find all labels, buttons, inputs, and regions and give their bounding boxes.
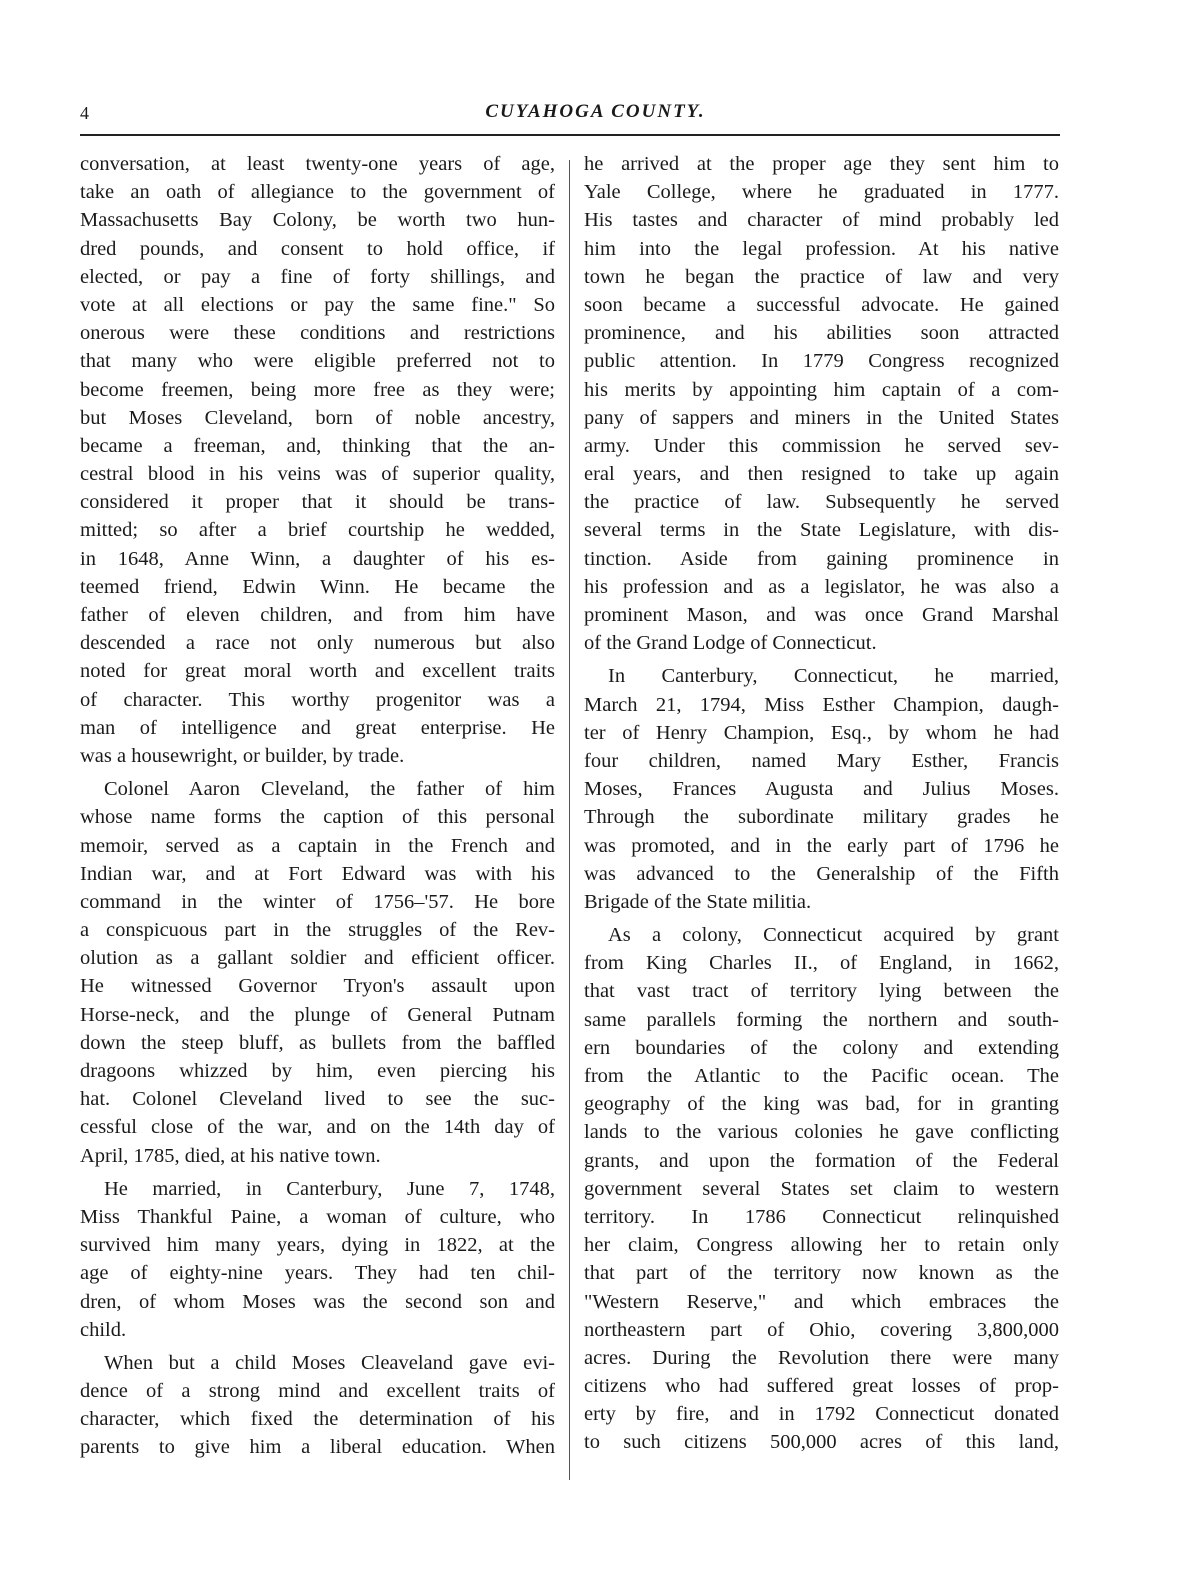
text-line: take an oath of allegiance to the government of bbox=[80, 181, 555, 204]
text-column-left bbox=[80, 150, 555, 1467]
text-line: that vast tract of territory lying between the bbox=[584, 980, 1059, 1003]
text-line: Moses, Frances Augusta and Julius Moses. bbox=[584, 778, 1059, 801]
text-line: elected, or pay a fine of forty shillings, and bbox=[80, 265, 555, 288]
text-line: age of eighty-nine years. They had ten chil- bbox=[80, 1262, 555, 1285]
text-line: became a freeman, and, thinking that the an- bbox=[80, 434, 555, 457]
text-line: Through the subordinate military grades he bbox=[584, 806, 1059, 829]
text-line: Massachusetts Bay Colony, be worth two hun- bbox=[80, 209, 555, 232]
text-line: memoir, served as a captain in the French and bbox=[80, 834, 555, 857]
text-line: citizens who had suffered great losses of prop- bbox=[584, 1375, 1059, 1398]
text-line: prominent Mason, and was once Grand Marshal bbox=[584, 604, 1059, 626]
text-line: soon became a successful advocate. He gained bbox=[584, 293, 1059, 316]
text-line: eral years, and then resigned to take up again bbox=[584, 463, 1059, 486]
text-line: Colonel Aaron Cleveland, the father of him bbox=[104, 778, 555, 801]
running-title: CUYAHOGA COUNTY. bbox=[485, 101, 706, 122]
text-line: considered it proper that it should be trans- bbox=[80, 491, 555, 514]
text-line: that part of the territory now known as the bbox=[584, 1262, 1059, 1285]
text-line: him into the legal profession. At his native bbox=[584, 237, 1059, 260]
paragraph bbox=[80, 1349, 555, 1462]
paragraph bbox=[80, 1175, 555, 1344]
paragraph bbox=[584, 150, 1059, 657]
text-line: ern boundaries of the colony and extending bbox=[584, 1036, 1059, 1059]
text-line: territory. In 1786 Connecticut relinquished bbox=[584, 1205, 1059, 1228]
text-line: geography of the king was bad, for in granting bbox=[584, 1093, 1059, 1116]
text-line: become freemen, being more free as they were; bbox=[80, 378, 555, 401]
text-line: Brigade of the State militia. bbox=[584, 890, 812, 913]
text-line: grants, and upon the formation of the Federal bbox=[584, 1149, 1059, 1172]
text-line: government several States set claim to western bbox=[584, 1177, 1059, 1200]
text-line: of the Grand Lodge of Connecticut. bbox=[584, 632, 877, 655]
text-line: March 21, 1794, Miss Esther Champion, daugh- bbox=[584, 693, 1059, 716]
text-line: was promoted, and in the early part of 1796 he bbox=[584, 834, 1059, 857]
text-line: in 1648, Anne Winn, a daughter of his es- bbox=[80, 547, 555, 570]
text-line: army. Under this commission he served sev- bbox=[584, 434, 1059, 457]
paragraph bbox=[80, 150, 555, 770]
paragraph bbox=[584, 921, 1059, 1457]
text-line: several terms in the State Legislature, with dis- bbox=[584, 519, 1059, 542]
text-line: that many who were eligible preferred not to bbox=[80, 350, 555, 373]
text-line: Yale College, where he graduated in 1777. bbox=[584, 181, 1059, 204]
text-line: her claim, Congress allowing her to retain only bbox=[584, 1234, 1059, 1257]
text-line: town he began the practice of law and very bbox=[584, 265, 1059, 288]
text-line: northeastern part of Ohio, covering 3,800,000 bbox=[584, 1318, 1059, 1341]
text-line: dren, of whom Moses was the second son and bbox=[80, 1290, 555, 1313]
text-line: was a housewright, or builder, by trade. bbox=[80, 744, 405, 767]
text-line: he arrived at the proper age they sent him to bbox=[584, 153, 1059, 175]
header-rule bbox=[80, 134, 1060, 136]
text-line: conversation, at least twenty-one years of age, bbox=[80, 153, 555, 175]
text-line: noted for great moral worth and excellent traits bbox=[80, 660, 555, 683]
text-line: child. bbox=[80, 1318, 127, 1341]
text-line: erty by fire, and in 1792 Connecticut donated bbox=[584, 1403, 1059, 1426]
text-line: cestral blood in his veins was of superior quality, bbox=[80, 463, 555, 486]
text-line: man of intelligence and great enterprise. He bbox=[80, 716, 555, 739]
text-line: to such citizens 500,000 acres of this land, bbox=[584, 1431, 1059, 1454]
text-line: lands to the various colonies he gave conflicting bbox=[584, 1121, 1059, 1144]
text-line: parents to give him a liberal education. When bbox=[80, 1436, 555, 1459]
text-line: He witnessed Governor Tryon's assault upon bbox=[80, 975, 555, 998]
text-line: olution as a gallant soldier and efficient officer. bbox=[80, 947, 555, 970]
text-line: mitted; so after a brief courtship he wedded, bbox=[80, 519, 555, 542]
text-line: acres. During the Revolution there were many bbox=[584, 1346, 1059, 1369]
text-line: Miss Thankful Paine, a woman of culture, who bbox=[80, 1205, 555, 1228]
text-line: dence of a strong mind and excellent traits of bbox=[80, 1380, 555, 1403]
text-line: ter of Henry Champion, Esq., by whom he had bbox=[584, 721, 1059, 744]
page-number: 4 bbox=[80, 103, 89, 123]
text-line: his merits by appointing him captain of a com- bbox=[584, 378, 1059, 401]
text-line: character, which fixed the determination of his bbox=[80, 1408, 555, 1431]
paragraph bbox=[584, 662, 1059, 916]
text-line: He married, in Canterbury, June 7, 1748, bbox=[104, 1177, 555, 1200]
text-line: whose name forms the caption of this personal bbox=[80, 806, 555, 829]
text-line: vote at all elections or pay the same fine." So bbox=[80, 293, 555, 316]
text-line: cessful close of the war, and on the 14th day of bbox=[80, 1116, 555, 1139]
text-line: father of eleven children, and from him have bbox=[80, 604, 555, 626]
text-line: down the steep bluff, as bullets from the baffled bbox=[80, 1031, 555, 1054]
text-line: same parallels forming the northern and south- bbox=[584, 1008, 1059, 1031]
text-column-right bbox=[584, 150, 1059, 1462]
text-line: the practice of law. Subsequently he served bbox=[584, 491, 1059, 514]
text-line: was advanced to the Generalship of the Fifth bbox=[584, 862, 1059, 885]
text-line: In Canterbury, Connecticut, he married, bbox=[608, 665, 1059, 688]
text-line: command in the winter of 1756–'57. He bore bbox=[80, 890, 555, 913]
text-line: dred pounds, and consent to hold office, if bbox=[80, 237, 555, 260]
text-line: survived him many years, dying in 1822, at the bbox=[80, 1234, 555, 1257]
text-line: his profession and as a legislator, he was also a bbox=[584, 575, 1059, 598]
text-line: Horse-neck, and the plunge of General Putnam bbox=[80, 1003, 555, 1026]
text-line: but Moses Cleveland, born of noble ancestry, bbox=[80, 406, 555, 429]
text-line: four children, named Mary Esther, Francis bbox=[584, 749, 1059, 772]
text-line: a conspicuous part in the struggles of the Rev- bbox=[80, 919, 555, 942]
text-line: As a colony, Connecticut acquired by grant bbox=[608, 924, 1059, 947]
text-line: prominence, and his abilities soon attracted bbox=[584, 322, 1059, 345]
text-line: pany of sappers and miners in the United States bbox=[584, 406, 1059, 429]
text-line: "Western Reserve," and which embraces the bbox=[584, 1290, 1059, 1313]
text-line: Indian war, and at Fort Edward was with his bbox=[80, 862, 555, 885]
text-line: of character. This worthy progenitor was a bbox=[80, 688, 555, 711]
paragraph bbox=[80, 775, 555, 1170]
text-line: hat. Colonel Cleveland lived to see the suc- bbox=[80, 1088, 555, 1111]
text-line: from the Atlantic to the Pacific ocean. The bbox=[584, 1065, 1059, 1087]
text-line: teemed friend, Edwin Winn. He became the bbox=[80, 575, 555, 598]
text-line: dragoons whizzed by him, even piercing his bbox=[80, 1060, 555, 1082]
text-line: public attention. In 1779 Congress recognized bbox=[584, 350, 1059, 373]
column-divider bbox=[569, 160, 570, 1480]
text-line: tinction. Aside from gaining prominence in bbox=[584, 547, 1059, 570]
text-line: When but a child Moses Cleaveland gave evi- bbox=[104, 1351, 555, 1374]
text-line: from King Charles II., of England, in 1662, bbox=[584, 952, 1059, 975]
text-line: His tastes and character of mind probably led bbox=[584, 209, 1059, 232]
text-line: descended a race not only numerous but also bbox=[80, 632, 555, 655]
text-line: April, 1785, died, at his native town. bbox=[80, 1144, 381, 1167]
text-line: onerous were these conditions and restrictions bbox=[80, 322, 555, 345]
